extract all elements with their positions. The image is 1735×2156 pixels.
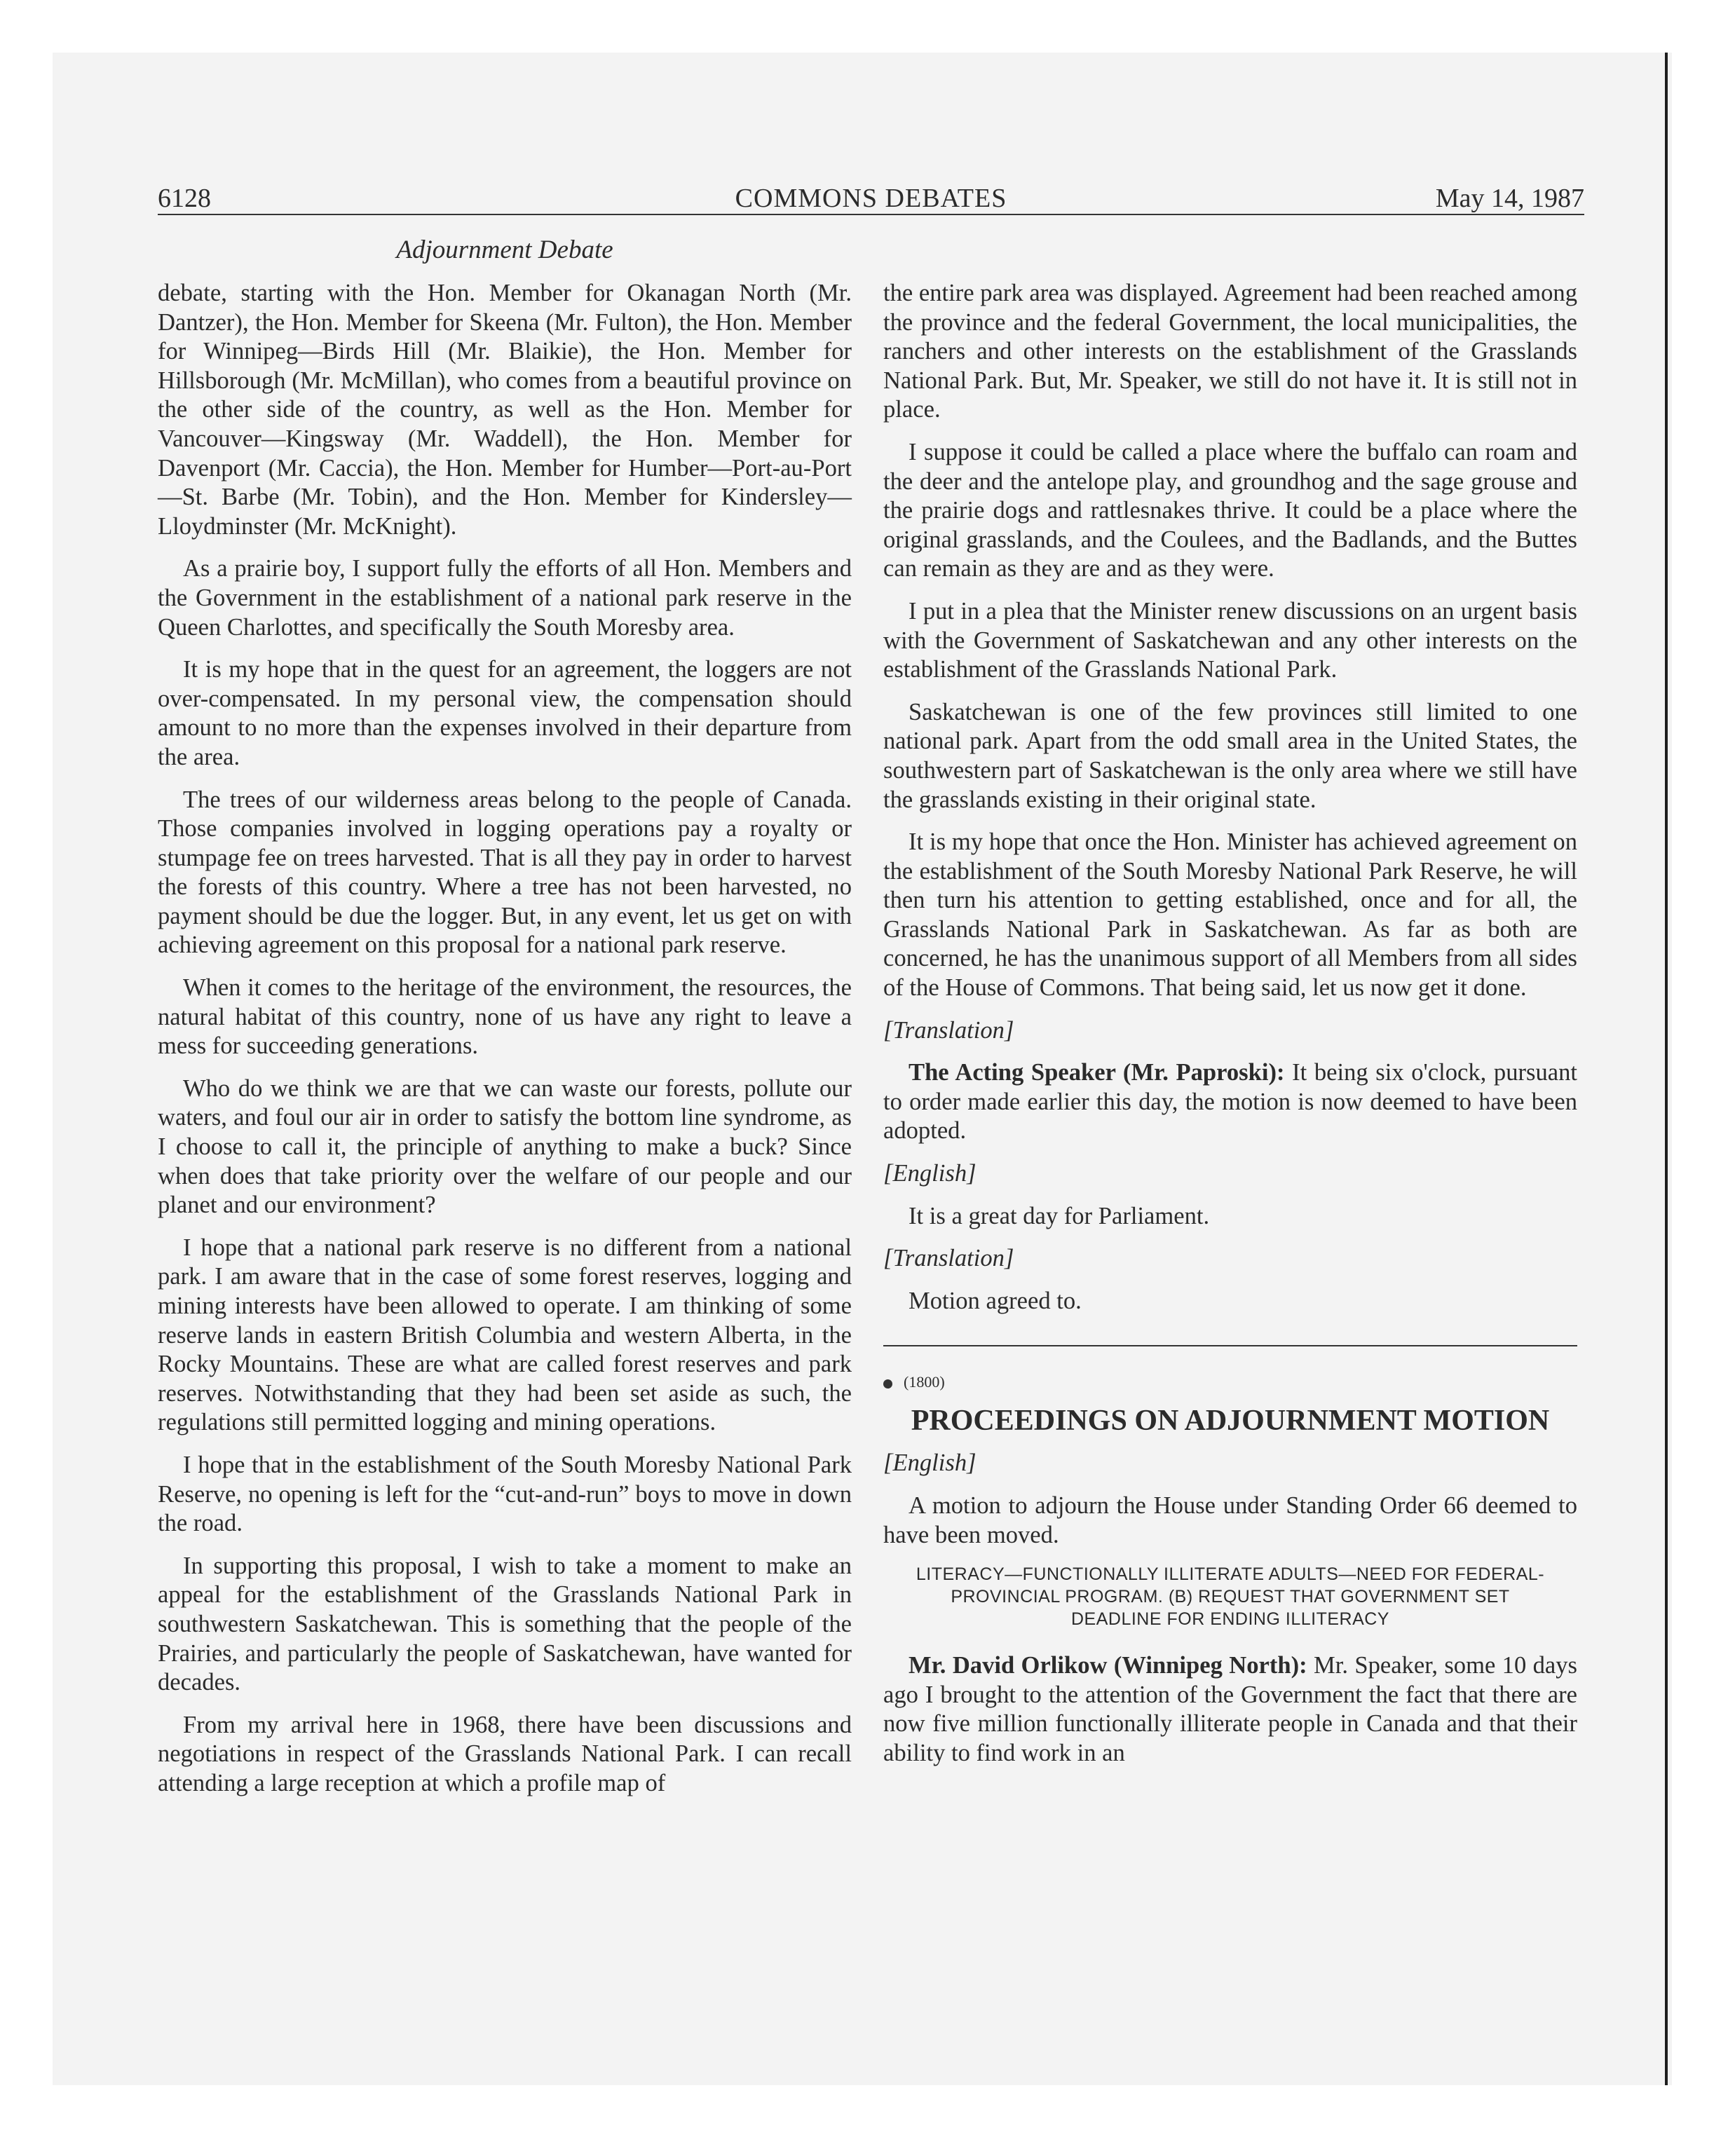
page-edge-border [1665,53,1668,2085]
paragraph: In supporting this proposal, I wish to take a moment to make an appeal for the establishment of the Grasslands National Park in southwestern Saskatchewan. This is something that the people of the Prairies, and particularly the people of Saskatchewan, have wanted for decades. [158,1552,852,1696]
paragraph: I hope that a national park reserve is no different from a national park. I am aware that in the case of some forest reserves, logging and mining interests have been allowed to operate. I am thinking of some reserve lands in eastern British Columbia and western Alberta, in the Rocky Mountains. These are what are called forest reserves and park reserves. Notwithstanding that they had been set aside as such, the regulations still permitted logging and mining operations. [158,1234,852,1436]
speaker-text: Mr. Speaker, some 10 days ago I brought to the attention of the Government the fact that there are now five million functionally illiterate people in Canada and that their ability to find work in an [883,1652,1577,1766]
running-head: Adjournment Debate [396,236,613,264]
paragraph: It is a great day for Parliament. [909,1202,1210,1229]
speaker-name: Mr. David Orlikow (Winnipeg North): [909,1652,1307,1679]
left-column [158,279,852,1812]
paragraph: When it comes to the heritage of the environment, the resources, the natural habitat of this country, none of us have any right to leave a mess for succeeding generations. [158,974,852,1060]
right-column [883,279,1577,1782]
paragraph: I suppose it could be called a place where the buffalo can roam and the deer and the antelope play, and groundhog and the sage grouse and the prairie dogs and rattlesnakes thrive. It could be a place where the original grasslands, and the Coulees, and the Badlands, and the Buttes can remain as they are and as they were. [883,438,1577,582]
paragraph: It is my hope that once the Hon. Minister has achieved agreement on the establishment of the South Moresby National Park Reserve, he will then turn his attention to getting established, once and for all, the Grasslands National Park in Saskatchewan. As far as both are concerned, he has the unanimous support of all Members from all sides of the House of Commons. That being said, let us now get it done. [883,828,1577,1002]
paragraph: the entire park area was displayed. Agreement had been reached among the province and the federal Government, the local municipalities, the ranchers and other interests on the establishment of the Grasslands National Park. But, Mr. Speaker, we still do not have it. It is still not in place. [883,280,1577,423]
publication-title: COMMONS DEBATES [735,184,1007,213]
paragraph: Saskatchewan is one of the few provinces still limited to one national park. Apart from the odd small area in the United States, the southwestern part of Saskatchewan is the only area where we still have the grasslands existing in their original state. [883,698,1577,813]
timestamp [883,1372,1577,1393]
language-tag: [Translation] [883,1016,1014,1044]
speaker-statement [883,1058,1577,1146]
speaker-text: It being six o'clock, pursuant to order made earlier this day, the motion is now deemed to have been adopted. [883,1059,1577,1145]
section-heading: PROCEEDINGS ON ADJOURNMENT MOTION [911,1405,1550,1438]
paragraph: Motion agreed to. [909,1287,1082,1314]
page-number: 6128 [158,184,211,213]
language-tag: [Translation] [883,1245,1014,1272]
speaker-name: The Acting Speaker (Mr. Paproski): [909,1059,1285,1086]
paragraph: As a prairie boy, I support fully the efforts of all Hon. Members and the Government in the establishment of a national park reserve in the Queen Charlottes, and specifically the South Moresby area. [158,555,852,641]
bullet-icon [883,1379,892,1389]
page-header [158,181,1584,216]
paragraph: It is my hope that in the quest for an agreement, the loggers are not over-compensated. In my personal view, the compensation should amount to no more than the expenses involved in their departure from the area. [158,656,852,770]
header-rule [158,214,1584,215]
speaker-statement [883,1651,1577,1768]
paragraph: The trees of our wilderness areas belong to the people of Canada. Those companies involved in logging operations pay a royalty or stumpage fee on trees harvested. That is all they pay in order to harvest the forests of this country. Where a tree has not been harvested, no payment should be due the logger. But, in any event, let us get on with achieving agreement on this proposal for a national park reserve. [158,786,852,959]
paragraph: debate, starting with the Hon. Member for Okanagan North (Mr. Dantzer), the Hon. Member for Skeena (Mr. Fulton), the Hon. Member for Winnipeg—Birds Hill (Mr. Blaikie), the Hon. Member for Hillsborough (Mr. McMillan), who comes from a beautiful province on the other side of the country, as well as the Hon. Member for Vancouver—Kingsway (Mr. Waddell), the Hon. Member for Davenport (Mr. Caccia), the Hon. Member for Humber—Port-au-Port—St. Barbe (Mr. Tobin), and the Hon. Member for Kindersley—Lloydminster (Mr. McKnight). [158,280,852,540]
paragraph: I hope that in the establishment of the South Moresby National Park Reserve, no opening is left for the “cut-and-run” boys to move in down the road. [158,1451,852,1537]
topic-subheading: LITERACY—FUNCTIONALLY ILLITERATE ADULTS—NEED FOR FEDERAL-PROVINCIAL PROGRAM. (B) REQUEST THAT GOVERNMENT SET DEADLINE FOR ENDING ILLITERACY [916,1564,1545,1630]
language-tag: [English] [883,1449,977,1477]
language-tag: [English] [883,1160,977,1187]
section-divider [883,1345,1577,1346]
paragraph: A motion to adjourn the House under Standing Order 66 deemed to have been moved. [883,1492,1577,1548]
paragraph: I put in a plea that the Minister renew discussions on an urgent basis with the Government of Saskatchewan and any other interests on the establishment of the Grasslands National Park. [883,597,1577,683]
paragraph: From my arrival here in 1968, there have been discussions and negotiations in respect of the Grasslands National Park. I can recall attending a large reception at which a profile map of [158,1711,852,1796]
paragraph: Who do we think we are that we can waste our forests, pollute our waters, and foul our air in order to satisfy the bottom line syndrome, as I choose to call it, the principle of anything to make a buck? Since when does that take priority over the welfare of our people and our planet and our environment? [158,1074,852,1219]
publication-date: May 14, 1987 [1435,184,1584,213]
timestamp-text: (1800) [904,1373,945,1391]
